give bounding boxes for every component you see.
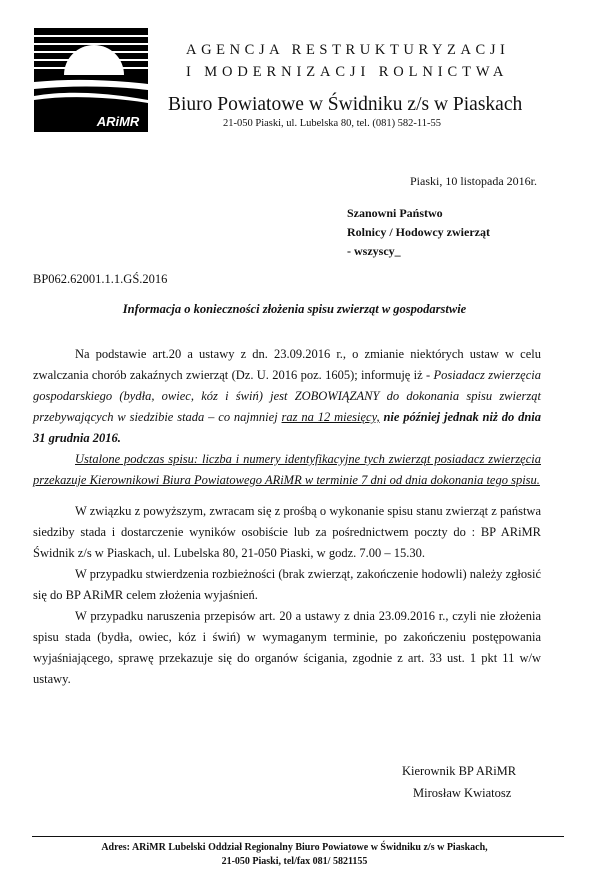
p1-deadline: nie później jednak niż do dnia 31 grudnia 2016. [33,410,541,445]
footer-divider [32,836,564,837]
footer-line2: 21-050 Piaski, tel/fax 081/ 5821155 [221,856,368,867]
letter-subject: Informacja o konieczności złożenia spisu zwierząt w gospodarstwie [122,302,467,316]
agency-name-line2: I MODERNIZACJI ROLNICTWA [186,64,509,80]
paragraph-2: Ustalone podczas spisu: liczba i numery identyfikacyjne tych zwierząt posiadacz zwierzęcia przekazuje Kierownikowi Biura Powiatowego ARiMR w terminie 7 dni od dnia dokonania tego spisu. [33,452,541,487]
letter-date: Piaski, 10 listopada 2016r. [410,174,537,188]
addressee-line1: Szanowni Państwo [347,206,443,220]
p1-obligation: Posiadacz zwierzęcia gospodarskiego (bydła, owiec, kóz i świń) jest ZOBOWIĄZANY do dokonania spisu zwierząt przebywających w siedzibie stada – co najmniej [33,368,541,424]
paragraph-3: W związku z powyższym, zwracam się z prośbą o wykonanie spisu stanu zwierząt z państwa siedziby stada i dostarczenie wyników osobiście lub za pośrednictwem poczty do : BP ARiMR Świdnik z/s w Piaskach, ul. Lubelska 80, 21-050 Piaski, w godz. 7.00 – 15.30. [33,504,541,560]
office-name: Biuro Powiatowe w Świdniku z/s w Piaskach [168,94,523,115]
agency-name-line1: AGENCJA RESTRUKTURYZACJI [186,42,510,58]
footer-line1: Adres: ARiMR Lubelski Oddział Regionalny Biuro Powiatowe w Świdniku z/s w Piaskach, [101,842,488,853]
paragraph-1 [33,344,541,449]
arimr-logo [34,28,148,132]
paragraph-4: W przypadku stwierdzenia rozbieżności (brak zwierząt, zakończenie hodowli) należy zgłosić się do BP ARiMR celem złożenia wyjaśnień. [33,567,541,602]
signature-name: Mirosław Kwiatosz [413,786,512,800]
logo-text: ARiMR [96,114,140,129]
paragraph-5: W przypadku naruszenia przepisów art. 20 a ustawy z dnia 23.09.2016 r., czyli nie złożenia spisu stada (bydła, owiec, kóz i świń) w wymaganym terminie, po zakończeniu postępowania wyjaśniającego, sprawę przekazuje się do organów ścigania, zgodnie z art. 33 ust. 1 pkt 11 w/w ustawy. [33,609,541,686]
letter-body [33,344,541,690]
addressee-line2: Rolnicy / Hodowcy zwierząt [347,225,490,239]
addressee-line3: - wszyscy_ [347,244,401,258]
signature-title: Kierownik BP ARiMR [402,764,517,778]
reference-number: BP062.62001.1.1.GŚ.2016 [33,272,168,286]
p1-frequency: raz na 12 miesięcy, [281,410,380,424]
office-address: 21-050 Piaski, ul. Lubelska 80, tel. (081) 582-11-55 [223,118,442,129]
p1-intro: Na podstawie art.20 a ustawy z dn. 23.09.2016 r., o zmianie niektórych ustaw w celu zwalczania chorób zakaźnych zwierząt (Dz. U. 2016 poz. 1605); informuję iż - [33,347,541,382]
